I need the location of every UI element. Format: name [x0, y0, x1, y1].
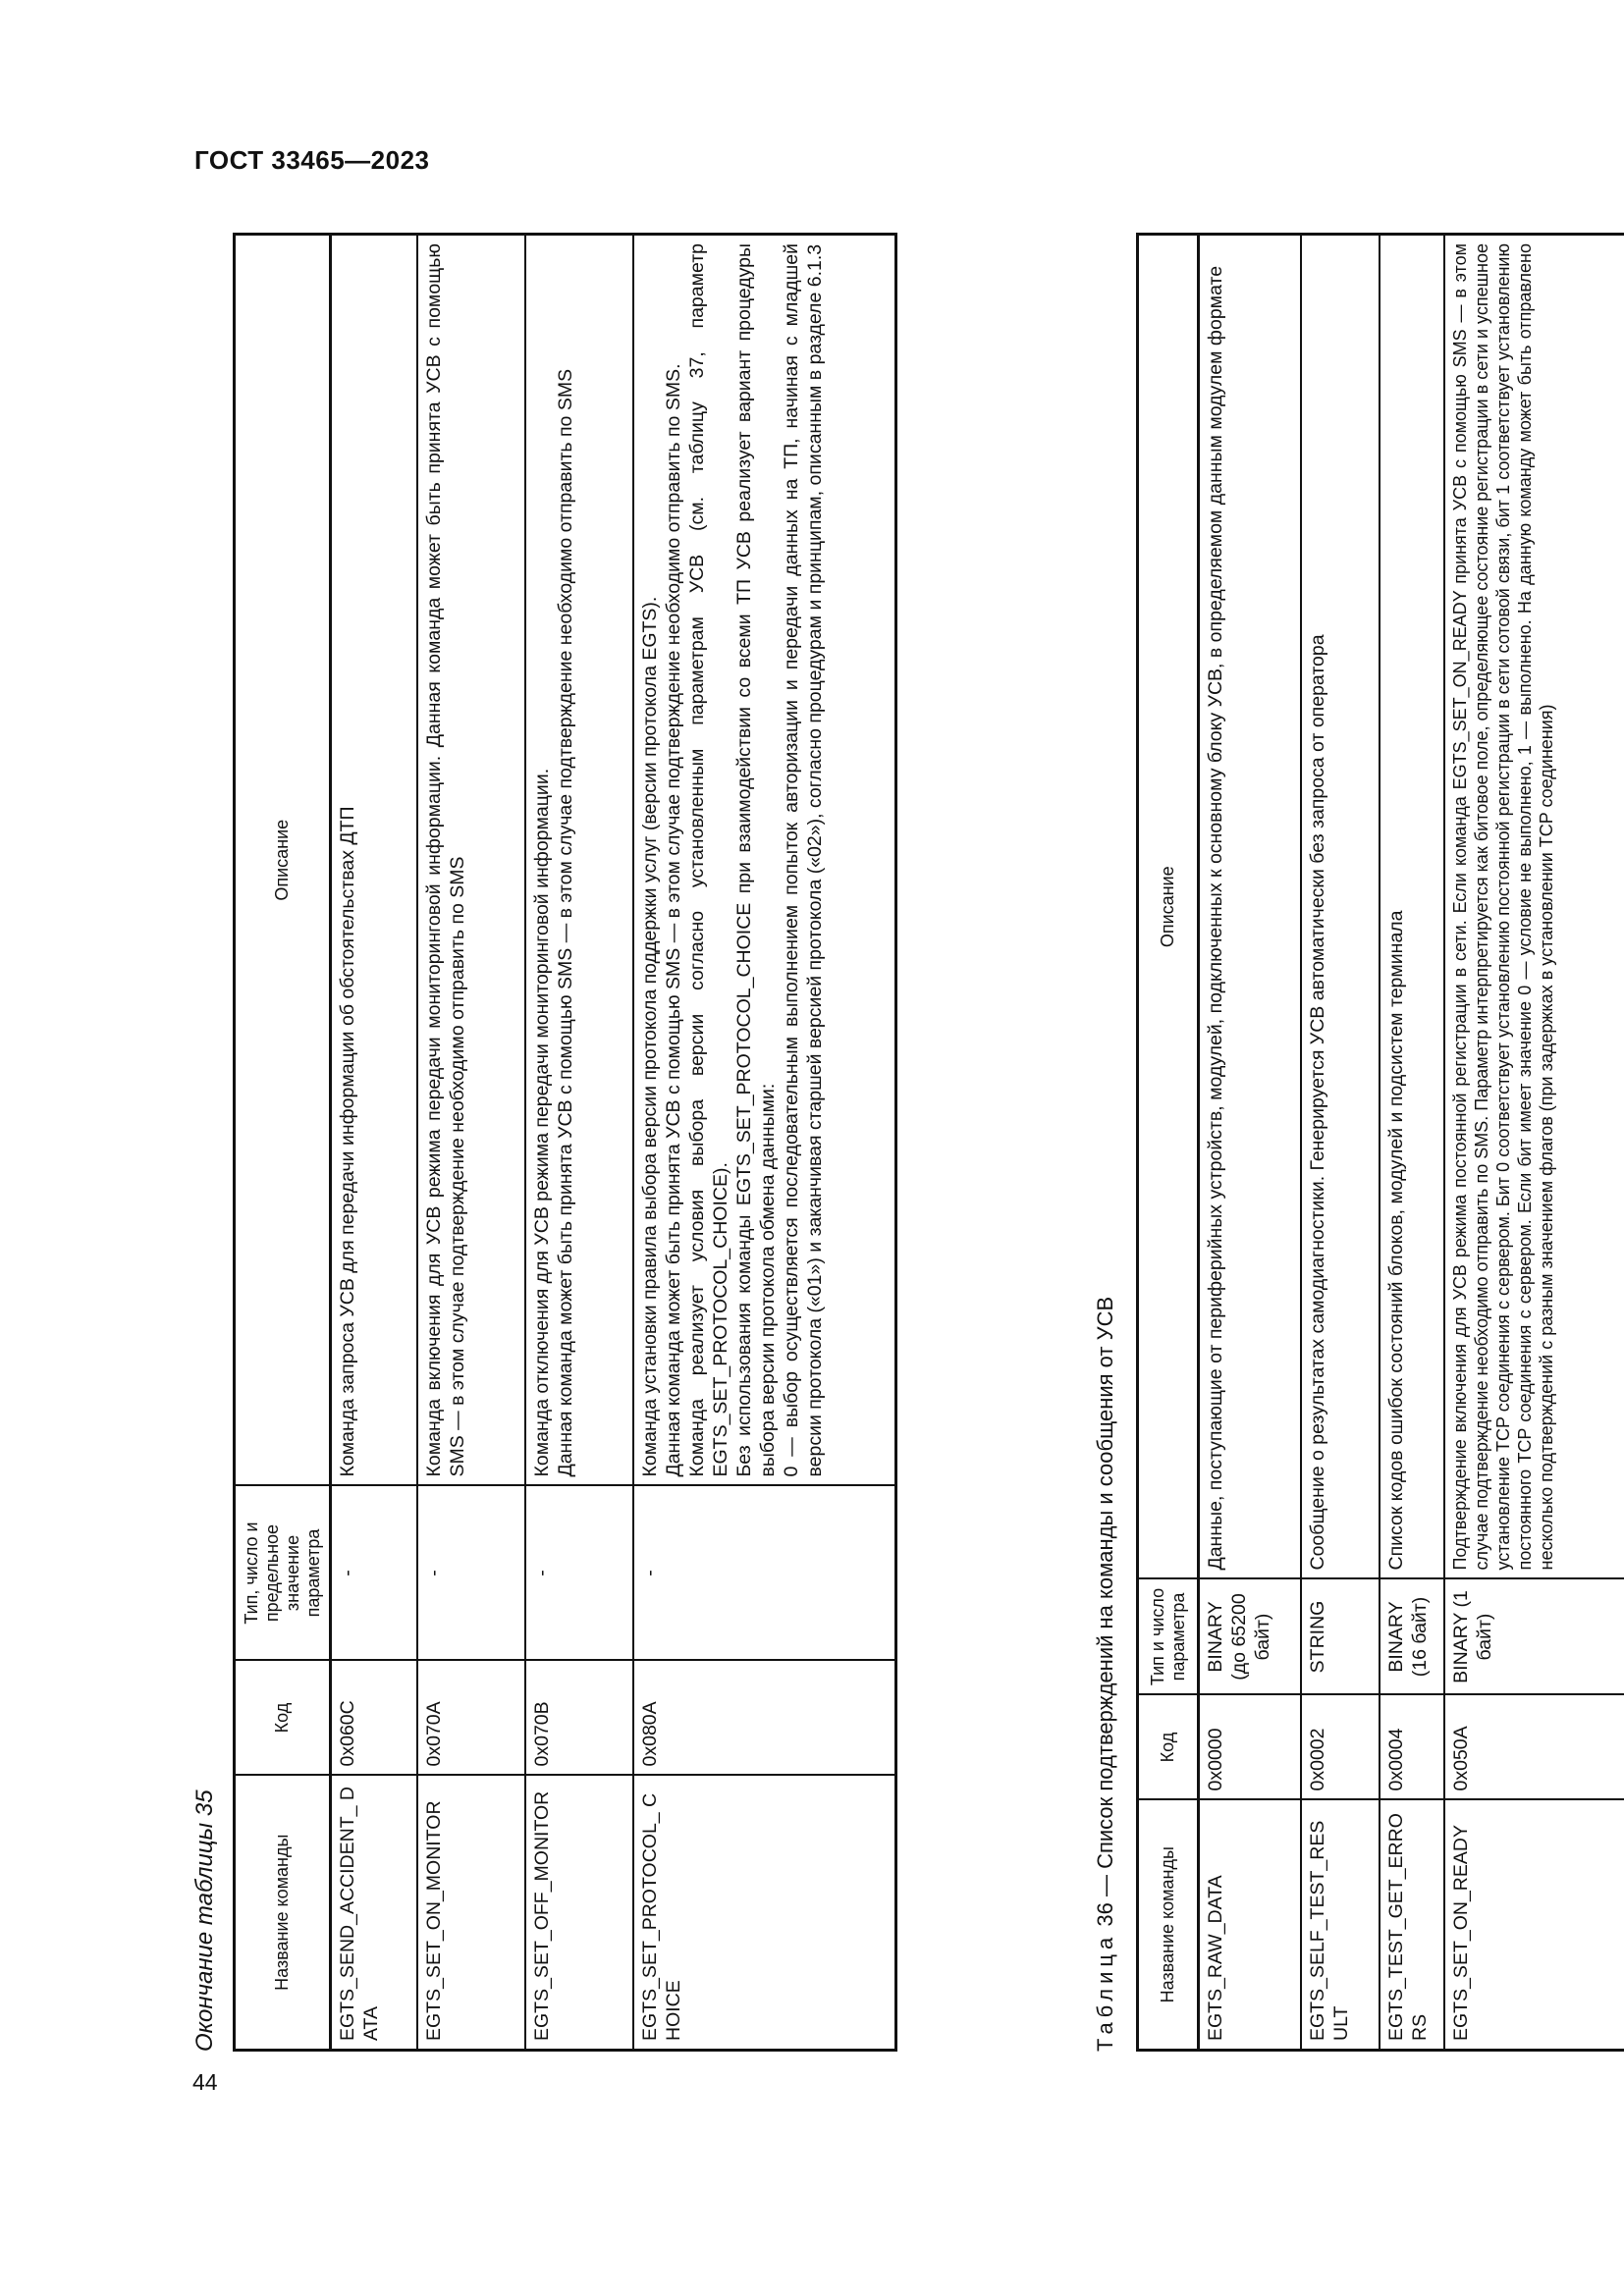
command-type: -: [633, 1486, 896, 1661]
command-type: BINARY (до 65200 байт): [1199, 1579, 1301, 1695]
command-name: EGTS_SET_OFF_MONITOR: [525, 1776, 633, 2051]
column-header-code: Код: [235, 1661, 331, 1776]
command-description: Список кодов ошибок состояний блоков, модулей и подсистем терминала: [1380, 235, 1444, 1579]
command-type: -: [331, 1486, 417, 1661]
description-line: Данная команда может быть принята УСВ с помощью SMS — в этом случае подтверждение необходимо отправить по SMS.: [662, 363, 684, 1477]
command-type: BINARY (16 байт): [1380, 1579, 1444, 1695]
table-row: [331, 235, 417, 2051]
command-type: -: [525, 1486, 633, 1661]
command-code: 0x070A: [417, 1661, 525, 1776]
column-header-name: Название команды: [1138, 1800, 1199, 2051]
description-line: 0 — выбор осуществляется последовательным выполнением попыток авторизации и передачи данных на ТП, начиная с младшей версии протокола («01») и заканчивая старшей версией протокола («02»), согласно процедурам и принципам, описанным в разделе 6.1.3: [780, 243, 826, 1477]
command-description: [331, 235, 417, 1486]
command-code: 0x060C: [331, 1661, 417, 1776]
table-header-row: [1138, 235, 1199, 2051]
command-description: Данные, поступающие от периферийных устройств, модулей, подключенных к основному блоку УСВ, в определяемом данным модулем формате: [1199, 235, 1301, 1579]
table-row: [1301, 235, 1380, 2051]
table-row: [1199, 235, 1301, 2051]
command-name: EGTS_TEST_GET_ERRORS: [1380, 1800, 1444, 2051]
page-number: 44: [192, 2069, 218, 2095]
table-row: [525, 235, 633, 2051]
command-code: 0x080A: [633, 1661, 896, 1776]
description-line: Без использования команды EGTS_SET_PROTOCOL_CHOICE при взаимодействии со всеми ТП УСВ реализует вариант процедуры выбора версии протокола обмена данными:: [732, 243, 779, 1477]
table-row: [417, 235, 525, 2051]
command-name: EGTS_SET_ON_MONITOR: [417, 1776, 525, 2051]
column-header-type: Тип, число и предельное значение параметра: [235, 1486, 331, 1661]
column-header-description: Описание: [235, 235, 331, 1486]
description-line: Команда включения для УСВ режима передачи мониторинговой информации. Данная команда может быть принята УСВ с помощью SMS — в этом случае подтверждение необходимо отправить по SMS: [422, 243, 468, 1477]
command-name: EGTS_SELF_TEST_RESULT: [1301, 1800, 1380, 2051]
command-code: 0x0000: [1199, 1695, 1301, 1800]
command-type: BINARY (1 байт): [1444, 1579, 1624, 1695]
command-description: [525, 235, 633, 1486]
table-35-continuation-label: Окончание таблицы 35: [191, 1789, 218, 2052]
command-type: -: [417, 1486, 525, 1661]
description-line: Команда отключения для УСВ режима передачи мониторинговой информации.: [530, 768, 553, 1477]
command-code: 0x070B: [525, 1661, 633, 1776]
command-code: 0x0002: [1301, 1695, 1380, 1800]
table-36-caption: [1093, 1297, 1118, 2052]
command-type: STRING: [1301, 1579, 1380, 1695]
command-description: Сообщение о результатах самодиагностики. Генерируется УСВ автоматически без запроса от оператора: [1301, 235, 1380, 1579]
table-36: [1136, 233, 1624, 2052]
command-code: 0x0004: [1380, 1695, 1444, 1800]
column-header-description: Описание: [1138, 235, 1199, 1579]
command-name: EGTS_SEND_ACCIDENT_ DATA: [331, 1776, 417, 2051]
command-name: EGTS_RAW_DATA: [1199, 1800, 1301, 2051]
description-line: Команда установки правила выбора версии протокола поддержки услуг (версии протокола EGTS).: [638, 596, 661, 1477]
command-description: [633, 235, 896, 1486]
rotated-page-content: [191, 236, 1556, 2052]
table-row: [633, 235, 896, 2051]
column-header-type: Тип и число параметра: [1138, 1579, 1199, 1695]
table-row: [1380, 235, 1444, 2051]
caption-text: 36 — Список подтверждений на команды и сообщения от УСВ: [1093, 1296, 1117, 1927]
description-line: Данная команда может быть принята УСВ с помощью SMS — в этом случае подтверждение необходимо отправить по SMS: [554, 368, 576, 1477]
caption-prefix: Таблица: [1093, 1932, 1117, 2052]
command-name: EGTS_SET_PROTOCOL_ CHOICE: [633, 1776, 896, 2051]
document-header: ГОСТ 33465—2023: [194, 145, 430, 175]
column-header-code: Код: [1138, 1695, 1199, 1800]
command-name: EGTS_SET_ON_READY: [1444, 1800, 1624, 2051]
description-line: Команда запроса УСВ для передачи информации об обстоятельствах ДТП: [337, 806, 358, 1477]
description-line: Команда реализует условия выбора версии согласно установленным параметрам УСВ (см. таблицу 37, параметр EGTS_SET_PROTOCOL_CHOICE).: [685, 243, 731, 1477]
table-row: [1444, 235, 1624, 2051]
command-description: Подтверждение включения для УСВ режима постоянной регистрации в сети. Если команда EGTS_SET_ON_READY принята УСВ с помощью SMS — в этом случае подтверждение необходимо отправить по SMS. Параметр интерпретируется как битовое поле, определяющее состояние регистрации в сети и успешное установление TCP соединения с сервером. Бит 0 соответствует установлению постоянной регистрации в сети сотовой связи, бит 1 соответствует установлению постоянного TCP соединения с сервером. Если бит имеет значение 0 — условие не выполнено, 1 — выполнено. На данную команду может быть отправлено несколько подтверждений с разным значением флагов (при задержках в установлении TCP соединения): [1444, 235, 1624, 1579]
command-description: [417, 235, 525, 1486]
command-code: 0x050A: [1444, 1695, 1624, 1800]
table-35: [233, 233, 897, 2052]
column-header-name: Название команды: [235, 1776, 331, 2051]
table-header-row: [235, 235, 331, 2051]
